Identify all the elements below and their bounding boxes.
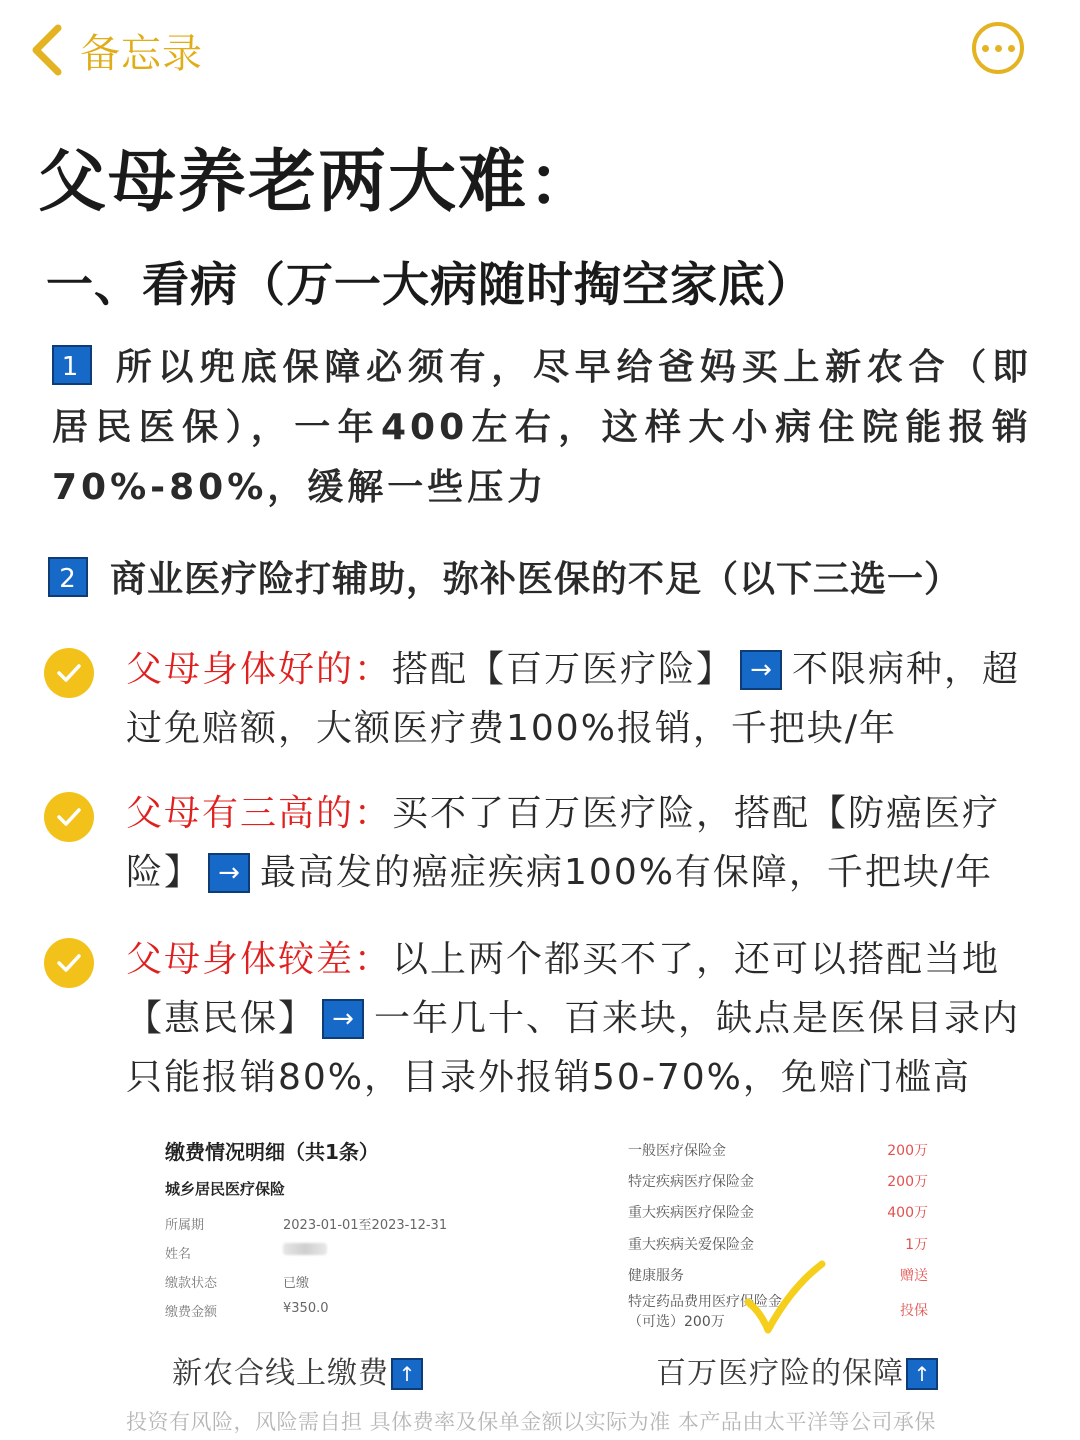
check-icon bbox=[44, 648, 94, 698]
coverage-name: 重大疾病关爱保险金 bbox=[628, 1237, 754, 1253]
coverage-name: 一般医疗保险金 bbox=[628, 1143, 726, 1159]
up-arrow-icon: ↑ bbox=[391, 1358, 423, 1390]
coverage-sub: （可选）200万 bbox=[628, 1314, 725, 1330]
up-arrow-icon: ↑ bbox=[906, 1358, 938, 1390]
item-label: 父母身体较差： bbox=[126, 939, 393, 980]
chevron-left-icon bbox=[28, 22, 68, 78]
field-value: 2023-01-01至2023-12-31 bbox=[283, 1218, 448, 1233]
caption-right bbox=[656, 1348, 938, 1392]
item-text: 搭配【百万医疗险】 bbox=[392, 649, 735, 690]
coverage-row bbox=[628, 1234, 928, 1254]
coverage-name: 特定药品费用医疗保险金 bbox=[628, 1294, 782, 1310]
payment-product: 城乡居民医疗保险 bbox=[165, 1180, 286, 1198]
caption-left bbox=[172, 1348, 423, 1392]
more-dot-icon bbox=[995, 45, 1002, 52]
field-value: 已缴 bbox=[283, 1276, 310, 1291]
more-dot-icon bbox=[1008, 45, 1015, 52]
payment-heading: 缴费情况明细（共1条） bbox=[165, 1140, 379, 1164]
coverage-amount: 200万 bbox=[887, 1174, 928, 1190]
note-title: 父母养老两大难： bbox=[38, 143, 599, 222]
right-arrow-icon: → bbox=[322, 999, 364, 1039]
list-item bbox=[44, 640, 1044, 758]
blurred-name bbox=[283, 1243, 327, 1255]
right-arrow-icon: → bbox=[740, 650, 782, 690]
item-text: 最高发的癌症疾病100%有保障，千把块/年 bbox=[260, 852, 994, 893]
paragraph-2-text: 商业医疗险打辅助，弥补医保的不足（以下三选一） bbox=[110, 559, 962, 600]
number-badge: 1 bbox=[52, 345, 92, 385]
caption-text: 百万医疗险的保障 bbox=[656, 1356, 904, 1391]
caption-text: 新农合线上缴费 bbox=[172, 1356, 389, 1391]
list-item bbox=[44, 930, 1044, 1107]
coverage-row bbox=[628, 1140, 928, 1160]
check-icon bbox=[44, 792, 94, 842]
list-item bbox=[44, 784, 1044, 902]
back-button[interactable] bbox=[28, 20, 203, 80]
coverage-name: 特定疾病医疗保险金 bbox=[628, 1174, 754, 1190]
coverage-amount: 投保 bbox=[900, 1303, 928, 1319]
payment-field bbox=[165, 1272, 310, 1291]
coverage-amount: 1万 bbox=[905, 1237, 928, 1253]
number-badge: 2 bbox=[48, 557, 88, 597]
coverage-name: 健康服务 bbox=[628, 1268, 684, 1284]
field-label: 姓名 bbox=[165, 1247, 192, 1262]
top-bar bbox=[0, 0, 1080, 100]
item-text: 一年几十、百来块，缺点是医保目录内只能报销80%，目录外报销50-70%，免赔门槛高 bbox=[126, 998, 1021, 1098]
payment-screenshot bbox=[150, 1130, 530, 1320]
more-dot-icon bbox=[982, 45, 989, 52]
coverage-row bbox=[628, 1171, 928, 1191]
payment-field bbox=[165, 1301, 329, 1320]
field-label: 所属期 bbox=[165, 1218, 205, 1233]
coverage-amount: 200万 bbox=[887, 1143, 928, 1159]
coverage-name: 重大疾病医疗保险金 bbox=[628, 1205, 754, 1221]
coverage-amount: 赠送 bbox=[900, 1268, 928, 1284]
coverage-row bbox=[628, 1202, 928, 1222]
payment-field bbox=[165, 1243, 191, 1262]
more-options-button[interactable] bbox=[972, 22, 1024, 74]
item-text: 以上两个都买不了，还可以搭配当地【惠民保】 bbox=[126, 939, 1001, 1039]
disclaimer: 投资有风险，风险需自担 具体费率及保单金额以实际为准 本产品由太平洋等公司承保 bbox=[126, 1410, 936, 1434]
back-label: 备忘录 bbox=[80, 30, 203, 77]
item-text: 不限病种，超过免赔额，大额医疗费100%报销，千把块/年 bbox=[126, 649, 1021, 749]
item-text: 买不了百万医疗险，搭配【防癌医疗险】 bbox=[126, 793, 1001, 893]
item-label: 父母身体好的： bbox=[126, 649, 393, 690]
yellow-check-icon bbox=[740, 1258, 830, 1338]
field-label: 缴费金额 bbox=[165, 1305, 218, 1320]
coverage-amount: 400万 bbox=[887, 1205, 928, 1221]
section-heading: 一、看病（万一大病随时掏空家底） bbox=[46, 258, 814, 313]
field-label: 缴款状态 bbox=[165, 1276, 218, 1291]
payment-field bbox=[165, 1214, 448, 1233]
paragraph-1 bbox=[52, 338, 1032, 518]
field-value: ¥350.0 bbox=[283, 1301, 329, 1316]
paragraph-1-text: 所以兜底保障必须有，尽早给爸妈买上新农合（即居民医保），一年400左右，这样大小病住院能报销70%-80%，缓解一些压力 bbox=[52, 347, 1032, 508]
item-label: 父母有三高的： bbox=[126, 793, 393, 834]
check-icon bbox=[44, 938, 94, 988]
paragraph-2 bbox=[48, 552, 1038, 608]
right-arrow-icon: → bbox=[208, 853, 250, 893]
field-value-blurred bbox=[283, 1243, 327, 1259]
